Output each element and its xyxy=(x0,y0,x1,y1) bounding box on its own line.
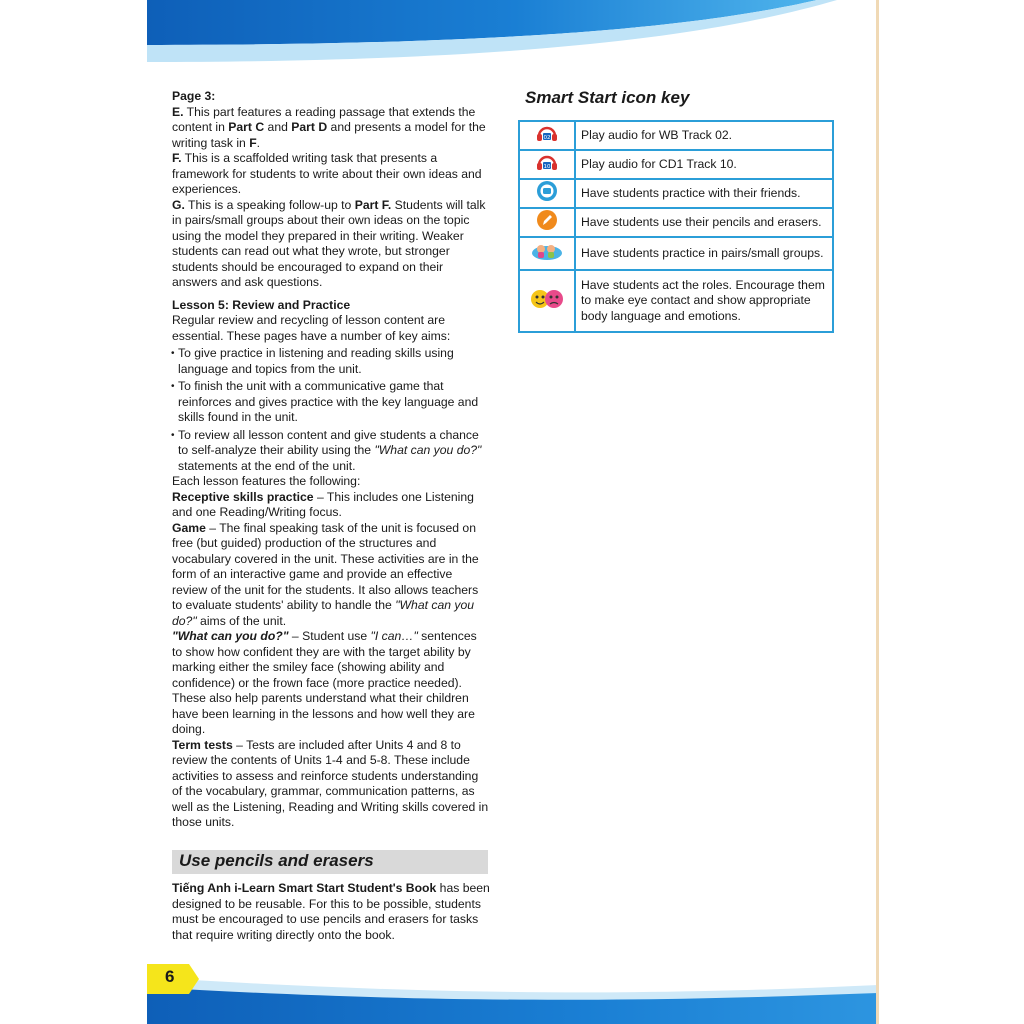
page3-heading: Page 3: xyxy=(172,89,216,103)
game-paragraph: Game – The final speaking task of the unit is focused on free (but guided) production of the structures and vocabulary covered in the unit. These activities are in the form of an interactive game and provide an effective review of the unit for the students. It also allows teachers to evaluate students' ability to handle the "What can you do?" aims of the unit. xyxy=(172,520,479,628)
document-page xyxy=(147,0,878,1024)
headphones-cd-icon xyxy=(519,150,575,179)
role-play-icon xyxy=(519,270,575,332)
pencil-icon xyxy=(519,208,575,237)
pencils-paragraph: Tiếng Anh i-Learn Smart Start Student's Book has been designed to be reusable. For this to be possible, students must be encouraged to use pencils and erasers for tasks that require writing directly onto the book. xyxy=(172,881,490,942)
receptive-paragraph: Receptive skills practice – This includes one Listening and one Reading/Writing focus. xyxy=(172,489,474,519)
page-edge xyxy=(876,0,879,1024)
icon-key-description: Have students practice in pairs/small groups. xyxy=(575,237,833,270)
paragraph-g: G. This is a speaking follow-up to Part F. Students will talk in pairs/small groups about their own ideas on the topic using the model they prepared in their writing. Weaker students can read out what they wrote, but stronger students should be encouraged to expand on their answers and ask questions. xyxy=(172,197,486,289)
each-lesson-text: Each lesson features the following: xyxy=(172,474,361,488)
icon-key-row xyxy=(519,121,833,150)
aim-item: • To give practice in listening and reading skills using language and topics from the unit. xyxy=(172,346,490,377)
lesson5-intro: Regular review and recycling of lesson content are essential. These pages have a number of key aims: xyxy=(172,313,451,343)
icon-key-description: Have students use their pencils and erasers. xyxy=(575,208,833,237)
term-tests-paragraph: Term tests – Tests are included after Units 4 and 8 to review the contents of Units 1-4 and 5-8. These include activities to assess and reinforce students understanding of the vocabulary, grammar, communication patterns, as well as the Listening, Reading and Writing skills covered in those units. xyxy=(172,737,489,829)
pencils-section-title: Use pencils and erasers xyxy=(179,851,374,870)
icon-key-description: Have students practice with their friends. xyxy=(575,179,833,208)
icon-key-row xyxy=(519,150,833,179)
friends-icon xyxy=(519,179,575,208)
pencils-section-header xyxy=(172,850,488,874)
icon-key-row xyxy=(519,270,833,332)
paragraph-f: F. This is a scaffolded writing task that presents a framework for students to write about their own ideas and experiences. xyxy=(172,151,482,196)
icon-key-description: Play audio for WB Track 02. xyxy=(575,121,833,150)
lesson5-heading: Lesson 5: Review and Practice xyxy=(172,297,351,312)
svg-text:10: 10 xyxy=(543,164,551,171)
icon-key-description: Play audio for CD1 Track 10. xyxy=(575,150,833,179)
svg-text:02: 02 xyxy=(543,135,551,142)
icon-key-row xyxy=(519,237,833,270)
header-wave-banner xyxy=(147,0,878,70)
icon-key-title: Smart Start icon key xyxy=(525,88,690,107)
pairs-icon xyxy=(519,237,575,270)
icon-key-row xyxy=(519,208,833,237)
icon-key-table xyxy=(518,120,834,333)
footer-wave-banner xyxy=(147,955,878,1024)
headphones-wb-icon xyxy=(519,121,575,150)
icon-key-row xyxy=(519,179,833,208)
page-number: 6 xyxy=(165,967,175,986)
what-can-you-do-paragraph: "What can you do?" – Student use "I can…" sentences to show how confident they are with the target ability by marking either the smiley face (showing ability and confidence) or the frown face (more practice needed). These also help parents understand what their children have been learning in the lessons and how well they are doing. xyxy=(172,629,477,736)
aim-item: • To review all lesson content and give students a chance to self-analyze their ability using the "What can you do?" statements at the end of the unit. xyxy=(172,428,490,475)
paragraph-e: E. This part features a reading passage that extends the content in Part C and Part D and presents a model for the writing task in F. xyxy=(172,104,486,150)
icon-key-description: Have students act the roles. Encourage them to make eye contact and show appropriate body language and emotions. xyxy=(575,270,833,332)
aim-item: • To finish the unit with a communicative game that reinforces and gives practice with the key language and skills found in the unit. xyxy=(172,379,490,426)
aims-list xyxy=(172,346,490,474)
left-column-text xyxy=(172,89,490,831)
